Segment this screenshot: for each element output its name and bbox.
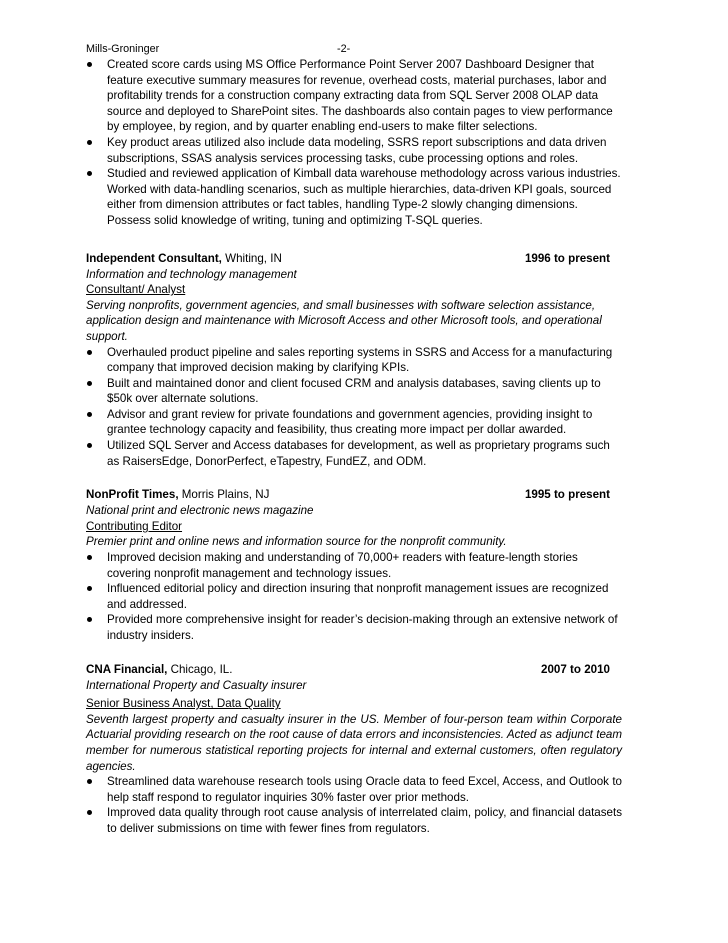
bullet-icon (87, 171, 92, 176)
list-item (86, 438, 622, 469)
employer-name: Independent Consultant, (86, 251, 222, 265)
bullet-icon (87, 381, 92, 386)
bullet-text: Overhauled product pipeline and sales reporting systems in SSRS and Access for a manufacturing company that improved decision making by clarifying KPIs. (107, 345, 613, 375)
bullet-icon (87, 140, 92, 145)
job-industry: International Property and Casualty insurer (86, 678, 307, 692)
list-item (86, 407, 622, 438)
list-item (86, 612, 622, 643)
bullet-text: Streamlined data warehouse research tools using Oracle data to feed Excel, Access, and Outlook to help staff respond to regulator inquiries 30% faster over prior methods. (107, 775, 622, 804)
job-role: Consultant/ Analyst (86, 283, 186, 297)
list-item (86, 550, 622, 581)
job-entry-nonprofit-times (86, 487, 622, 643)
job-bullet-list (86, 345, 622, 470)
job-entry-cna-financial (86, 662, 622, 837)
employer-name: CNA Financial, (86, 662, 168, 676)
bullet-text: Built and maintained donor and client focused CRM and analysis databases, saving clients up to $50k over alternate solutions. (107, 376, 601, 406)
job-entry-independent-consultant (86, 251, 622, 470)
job-bullet-list (86, 550, 622, 644)
list-item (86, 805, 622, 836)
list-item (86, 581, 622, 612)
resume-page (86, 42, 622, 837)
list-item (86, 376, 622, 407)
header-name: Mills-Groninger (86, 43, 160, 55)
job-heading (86, 662, 622, 678)
list-item (86, 166, 622, 228)
bullet-icon (87, 412, 92, 417)
bullet-icon (87, 810, 92, 815)
bullet-text: Improved decision making and understanding of 70,000+ readers with feature-length stories covering nonprofit management and technology issues. (107, 551, 578, 580)
bullet-icon (87, 62, 92, 67)
employer-location: Whiting, IN (221, 251, 282, 265)
job-summary: Serving nonprofits, government agencies, and small businesses with software selection assistance, application design and maintenance with Microsoft Access and other Microsoft tools, and operational support. (86, 298, 602, 343)
job-dates: 1996 to present (524, 251, 610, 265)
bullet-text: Key product areas utilized also include data modeling, SSRS report subscriptions and data driven subscriptions, SSAS analysis services processing tasks, cube processing options and roles. (107, 135, 607, 165)
list-item (86, 345, 622, 376)
list-item (86, 774, 622, 805)
employer-name: NonProfit Times, (86, 488, 179, 502)
job-role: Senior Business Analyst, Data Quality (86, 697, 281, 711)
job-dates: 1995 to present (524, 488, 610, 502)
page-header (86, 42, 622, 57)
bullet-text: Improved data quality through root cause analysis of interrelated claim, policy, and financial datasets to deliver submissions on time with fewer fines from regulators. (107, 806, 622, 835)
employer-location: Chicago, IL. (167, 662, 233, 676)
bullet-text: Studied and reviewed application of Kimball data warehouse methodology across various industries. Worked with data-handling scenarios, such as multiple hierarchies, data-driven KPI goals, sourced either from dimension attributes or fact tables, handling Type-2 slowly changing dimensions. Possess solid knowledge of writing, tuning and optimizing T-SQL queries. (107, 167, 621, 227)
bullet-text: Provided more comprehensive insight for reader’s decision-making through an extensive network of industry insiders. (107, 613, 618, 642)
bullet-text: Advisor and grant review for private foundations and government agencies, providing insight to grantee technology capacity and feasibility, thus creating more impact per dollar awarded. (107, 407, 593, 437)
job-employer-line (86, 251, 282, 267)
job-role: Contributing Editor (86, 519, 183, 533)
page-number: -2- (337, 43, 351, 55)
job-heading (86, 487, 622, 503)
job-employer-line (86, 487, 269, 503)
job-dates: 2007 to 2010 (541, 662, 610, 676)
bullet-text: Utilized SQL Server and Access databases for development, as well as proprietary programs such as RaisersEdge, DonorPerfect, eTapestry, FundEZ, and ODM. (107, 439, 610, 468)
bullet-icon (87, 779, 92, 784)
job-summary: Seventh largest property and casualty insurer in the US. Member of four-person team within Corporate Actuarial providing research on the root cause of data errors and inconsistencies. Acted as adjunct team member for numerous statistical reporting projects for internal and external customers, often regulatory agencies. (86, 712, 622, 773)
employer-location: Morris Plains, NJ (178, 488, 270, 502)
bullet-text: Influenced editorial policy and direction insuring that nonprofit management issues are recognized and addressed. (107, 582, 609, 611)
job-industry: Information and technology management (86, 267, 297, 281)
list-item (86, 57, 622, 135)
continued-bullet-list (86, 57, 622, 229)
bullet-icon (87, 350, 92, 355)
bullet-icon (87, 586, 92, 591)
bullet-icon (87, 555, 92, 560)
bullet-icon (87, 443, 92, 448)
job-employer-line (86, 662, 232, 678)
bullet-text: Created score cards using MS Office Performance Point Server 2007 Dashboard Designer that feature executive summary measures for revenue, overhead costs, material purchases, labor and profitability trends for a construction company extracting data from SQL Server 2008 OLAP data source and deployed to SharePoint sites. The dashboards also contain pages to view performance by employee, by region, and by quarter enabling end-users to make filter selections. (107, 58, 613, 134)
list-item (86, 135, 622, 166)
job-bullet-list (86, 774, 622, 836)
job-heading (86, 251, 622, 267)
job-industry: National print and electronic news magazine (86, 504, 314, 518)
job-summary: Premier print and online news and information source for the nonprofit community. (86, 535, 507, 549)
bullet-icon (87, 617, 92, 622)
